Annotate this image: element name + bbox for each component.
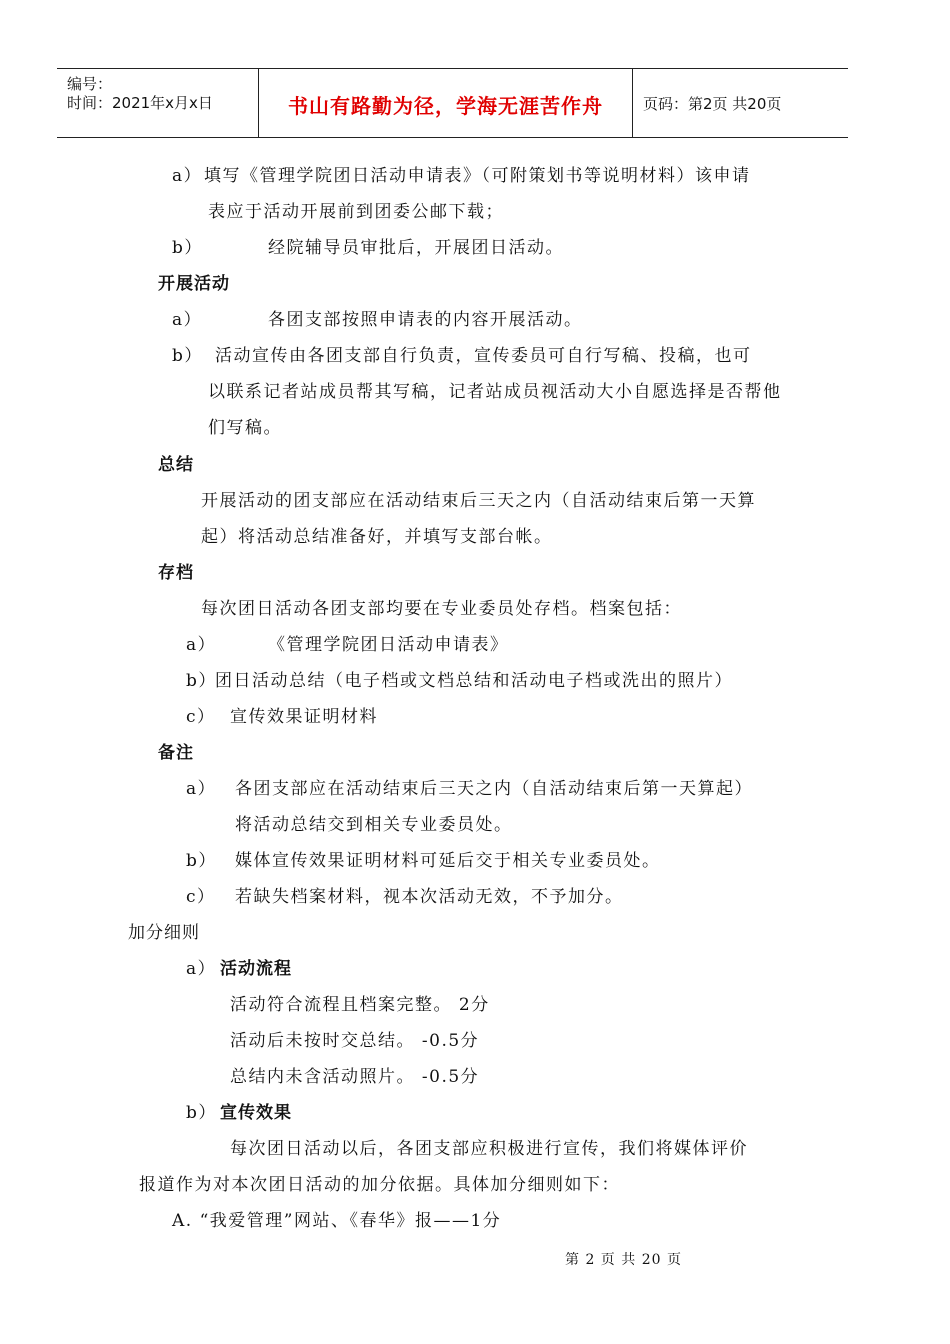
item-b2-line2: 以联系记者站成员帮其写稿，记者站成员视活动大小自愿选择是否帮他	[208, 382, 782, 402]
heading-zongjie: 总结	[158, 455, 194, 475]
header-page-number: 页码：第2页 共20页	[643, 95, 782, 113]
item-b1-marker: b）	[172, 238, 203, 258]
item-a1-marker: a）	[172, 166, 203, 186]
document-number-label: 编号：	[67, 75, 113, 93]
heading-jiafen: 加分细则	[128, 923, 200, 943]
item-a2-marker: a）	[172, 310, 203, 330]
jiafen-a-item2: 活动后未按时交总结。 -0.5分	[230, 1031, 480, 1051]
item-b2-line3: 们写稿。	[208, 418, 282, 438]
beizhu-c-marker: c）	[186, 887, 216, 907]
jiafen-b-title: 宣传效果	[220, 1103, 292, 1123]
item-b1-text: 经院辅导员审批后，开展团日活动。	[268, 238, 564, 258]
cundang-b-text: 团日活动总结（电子档或文档总结和活动电子档或洗出的照片）	[215, 671, 733, 691]
header-meta-cell	[57, 69, 259, 137]
beizhu-b-marker: b）	[186, 851, 217, 871]
header-page-cell	[633, 69, 848, 137]
header-table	[57, 68, 848, 138]
zongjie-line1: 开展活动的团支部应在活动结束后三天之内（自活动结束后第一天算	[201, 491, 756, 511]
beizhu-b-text: 媒体宣传效果证明材料可延后交于相关专业委员处。	[235, 851, 661, 871]
cundang-a-text: 《管理学院团日活动申请表》	[268, 635, 509, 655]
heading-cundang: 存档	[158, 563, 194, 583]
beizhu-a-marker: a）	[186, 779, 217, 799]
jiafen-b-line2: 报道作为对本次团日活动的加分依据。具体加分细则如下：	[139, 1175, 620, 1195]
item-b2-marker: b）	[172, 346, 203, 366]
item-a1-line1: 填写《管理学院团日活动申请表》（可附策划书等说明材料）该申请	[204, 166, 751, 186]
item-a1-line2: 表应于活动开展前到团委公邮下载；	[208, 202, 504, 222]
document-time-label: 时间：2021年x月x日	[67, 94, 213, 112]
jiafen-a-item3: 总结内未含活动照片。 -0.5分	[230, 1067, 480, 1087]
footer-page-number: 第 2 页 共 20 页	[565, 1252, 682, 1268]
jiafen-A-item: A. “我爱管理”网站、《春华》报——1分	[172, 1211, 502, 1231]
jiafen-a-item1: 活动符合流程且档案完整。 2分	[230, 995, 490, 1015]
beizhu-c-text: 若缺失档案材料，视本次活动无效，不予加分。	[235, 887, 624, 907]
jiafen-a-title: 活动流程	[220, 959, 292, 979]
heading-beizhu: 备注	[158, 743, 194, 763]
cundang-intro: 每次团日活动各团支部均要在专业委员处存档。档案包括：	[201, 599, 682, 619]
cundang-c-text: 宣传效果证明材料	[230, 707, 378, 727]
item-b2-line1: 活动宣传由各团支部自行负责，宣传委员可自行写稿、投稿，也可	[215, 346, 752, 366]
heading-kaizhan: 开展活动	[158, 274, 230, 294]
beizhu-a-line2: 将活动总结交到相关专业委员处。	[235, 815, 513, 835]
item-a2-text: 各团支部按照申请表的内容开展活动。	[268, 310, 583, 330]
cundang-c-marker: c）	[186, 707, 216, 727]
zongjie-line2: 起）将活动总结准备好，并填写支部台帐。	[201, 527, 553, 547]
beizhu-a-line1: 各团支部应在活动结束后三天之内（自活动结束后第一天算起）	[235, 779, 753, 799]
jiafen-b-marker: b）	[186, 1103, 217, 1123]
cundang-a-marker: a）	[186, 635, 217, 655]
jiafen-b-line1: 每次团日活动以后，各团支部应积极进行宣传，我们将媒体评价	[230, 1139, 748, 1159]
header-motto-cell	[259, 69, 633, 137]
cundang-b-marker: b）	[186, 671, 217, 691]
header-motto: 书山有路勤为径，学海无涯苦作舟	[288, 94, 603, 118]
jiafen-a-marker: a）	[186, 959, 217, 979]
